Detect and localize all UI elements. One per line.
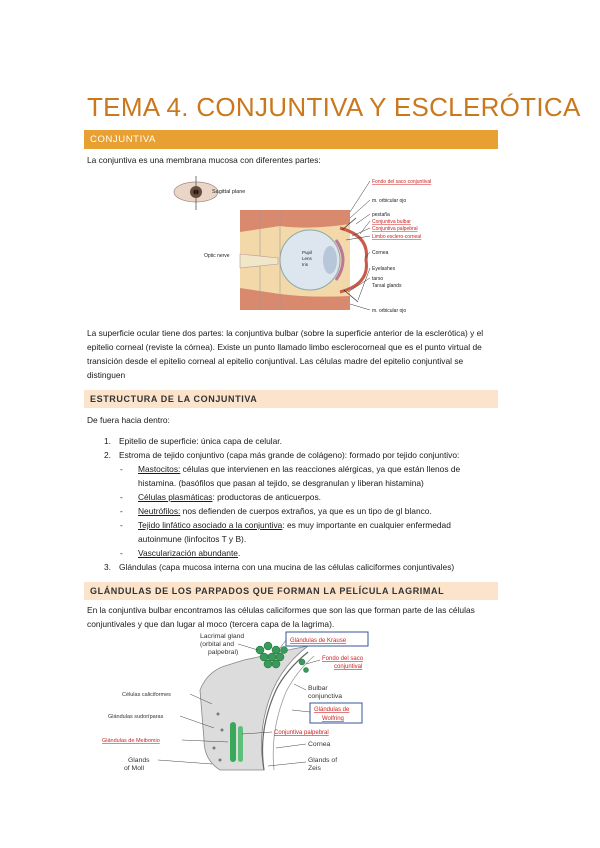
label-krause: Glándulas de Krause [290, 638, 347, 644]
term-description: : es muy importante en cualquier enfermedad [282, 520, 451, 530]
label-palpebral: Conjuntiva palpebral [274, 730, 329, 736]
term: Tejido linfático asociado a la conjuntiva [138, 520, 283, 530]
label-lacrimal-1: Lacrimal gland [200, 633, 245, 640]
glandulas-paragraph: En la conjuntiva bulbar encontramos las células caliciformes que son las que forman parte de las células conjuntivales y que dan lugar al moco (tercera capa de la lagrima). [87, 605, 475, 629]
label-wolfring-2: Wolfring [322, 716, 344, 722]
label-lens: Lens [302, 256, 312, 261]
estructura-intro: De fuera hacia dentro: [87, 415, 170, 425]
superficie-ocular-paragraph: La superficie ocular tiene dos partes: la conjuntiva bulbar (sobre la superficie anterior de la esclerótica) y el epitelio corneal (reviste la córnea). Existe un punto llamado limbo esclerocorneal que es el punto virtual de transición desde el epitelio corneal al epitelio conjuntival. Las células madre del epitelio conjuntival se distinguen [87, 328, 484, 380]
label-limbo: Limbo esclero-corneal [372, 234, 422, 240]
section-header-estructura: ESTRUCTURA DE LA CONJUNTIVA [84, 390, 498, 408]
term-description: : productoras de anticuerpos. [212, 492, 321, 502]
label-fondo-2: conjuntival [334, 664, 363, 670]
label-orbicular-bottom: m. orbicular ojo [372, 308, 407, 314]
list-item-text: Glándulas (capa mucosa interna con una mucina de las células caliciformes conjuntivales) [119, 562, 455, 572]
label-caliciformes: Células caliciformes [122, 692, 171, 698]
eyelid-glands-figure [102, 630, 388, 780]
label-sagittal: Sagittal plane [212, 189, 246, 195]
label-optic: Optic nerve [204, 253, 230, 259]
label-iris: Iris [302, 262, 308, 267]
label-eyelashes: Eyelashes [372, 266, 396, 272]
term: Células plasmáticas [138, 492, 213, 502]
label-zeis-2: Zeis [308, 765, 321, 772]
term: Neutrófilos: [138, 506, 181, 516]
eye-sagittal-figure [160, 174, 460, 316]
list-item-text: Epitelio de superficie: única capa de celular. [119, 436, 282, 446]
label-bulbar-1: Bulbar [308, 685, 328, 692]
section-header-conjuntiva: CONJUNTIVA [84, 130, 498, 149]
sub-item-mastocitos-cont: histamina. (basófilos que pasan al tejido, se desgranulan y liberan histamina) [138, 478, 424, 488]
label-tarsal-glands: Tarsal glands [372, 283, 402, 289]
label-wolfring-1: Glándulas de [314, 707, 350, 713]
list-number: 1. [104, 436, 111, 446]
label-meibomio: Glándulas de Meibomio [102, 738, 160, 744]
conjuntiva-intro: La conjuntiva es una membrana mucosa con diferentes partes: [87, 155, 321, 165]
label-cornea: Cornea [308, 741, 331, 748]
label-bulbar-2: conjunctiva [308, 693, 343, 700]
label-tarso: tarso [372, 276, 384, 282]
list-item-text: Estroma de tejido conjuntivo (capa más grande de colágeno): formado por tejido conjuntivo: [119, 450, 460, 460]
term-description: células que intervienen en las reacciones alérgicas, ya que están llenos de [180, 464, 461, 474]
label-moll-1: Glands [128, 757, 150, 764]
bullet: - [120, 548, 123, 558]
label-fondo-1: Fondo del saco [322, 656, 364, 662]
label-fondo: Fondo del saco conjuntival [372, 179, 432, 185]
label-orbicular-top: m. orbicular ojo [372, 198, 407, 204]
sub-item-tejido-linfatico-cont: autoinmune (linfocitos T y B). [138, 534, 247, 544]
page-title: TEMA 4. CONJUNTIVA Y ESCLERÓTICA [87, 92, 581, 122]
list-number: 3. [104, 562, 111, 572]
label-bulbar: Conjuntiva bulbar [372, 219, 411, 225]
label-pupil: Pupil [302, 250, 313, 255]
label-zeis-1: Glands of [308, 757, 338, 764]
eyelid-drawing [200, 646, 314, 770]
label-moll-2: of Moll [124, 765, 145, 772]
bullet: - [120, 464, 123, 474]
bullet: - [120, 492, 123, 502]
term-description: . [237, 548, 241, 558]
term-description: nos defienden de cuerpos extraños, ya que es un tipo de gl blanco. [180, 506, 432, 516]
label-sudoriparas: Glándulas sudoríparas [108, 714, 164, 720]
label-pestana: pestaña [372, 212, 390, 218]
label-cornea: Cornea [372, 250, 389, 256]
label-lacrimal-2: (orbital and [200, 641, 235, 648]
label-lacrimal-3: palpebral) [208, 649, 239, 656]
term: Vascularización abundante [138, 548, 238, 558]
section-header-glandulas: GLÁNDULAS DE LOS PARPADOS QUE FORMAN LA PELÍCULA LAGRIMAL [84, 582, 498, 600]
list-number: 2. [104, 450, 111, 460]
label-palpebral: Conjuntiva palpebral [372, 226, 418, 232]
bullet: - [120, 520, 123, 530]
term: Mastocitos: [138, 464, 181, 474]
bullet: - [120, 506, 123, 516]
